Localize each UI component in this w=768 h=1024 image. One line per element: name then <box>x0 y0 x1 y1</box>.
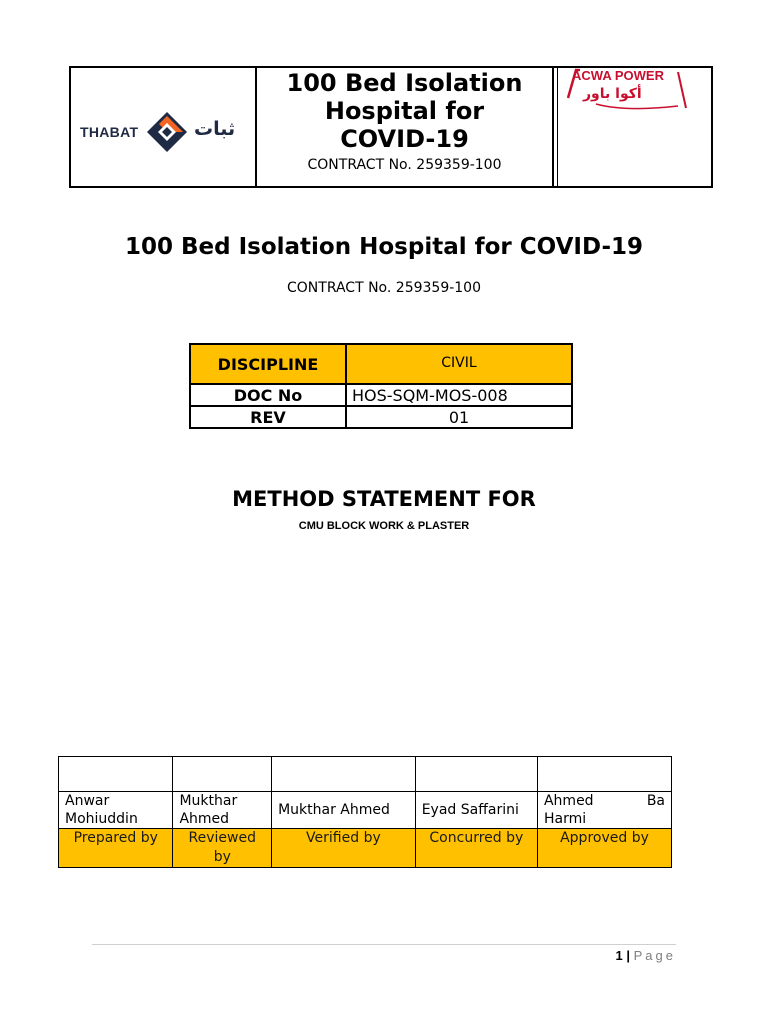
thabat-logo-arabic: ثبات <box>194 118 236 140</box>
document-contract: CONTRACT No. 259359-100 <box>287 280 481 296</box>
signature-cell <box>415 757 537 792</box>
discipline-value: CIVIL <box>346 344 572 384</box>
header-title-cell <box>257 68 554 186</box>
thabat-logo-cell <box>71 68 257 186</box>
docno-value: HOS-SQM-MOS-008 <box>346 384 572 406</box>
verified-name: Mukthar Ahmed <box>272 792 416 829</box>
approved-name <box>537 792 671 829</box>
rev-value: 01 <box>346 406 572 428</box>
discipline-label: DISCIPLINE <box>190 344 346 384</box>
name-line: Anwar <box>65 793 110 809</box>
header-title <box>257 68 552 153</box>
table-row <box>190 384 572 406</box>
prepared-name <box>59 792 173 829</box>
name-line: Mohiuddin <box>65 811 138 827</box>
header-contract: CONTRACT No. 259359-100 <box>307 157 502 173</box>
header-title-line: 100 Bed Isolation <box>286 69 523 97</box>
signature-table <box>58 756 672 868</box>
signature-cell <box>537 757 671 792</box>
method-statement-title: METHOD STATEMENT FOR <box>232 487 536 511</box>
names-row <box>59 792 672 829</box>
name-line <box>544 792 665 810</box>
signature-row <box>59 757 672 792</box>
header-title-line: Hospital for <box>324 97 485 125</box>
page-number: 1 <box>615 948 623 963</box>
header-table <box>69 66 713 188</box>
name-part: Ahmed <box>543 793 594 809</box>
thabat-logo-icon <box>146 111 188 153</box>
page-footer <box>616 948 677 963</box>
signature-cell <box>272 757 416 792</box>
concurred-name: Eyad Saffarini <box>415 792 537 829</box>
role-line: by <box>213 849 231 865</box>
table-row <box>190 344 572 384</box>
name-line: Mukthar <box>179 793 238 809</box>
name-line: Ahmed <box>179 811 230 827</box>
header-title-line: COVID-19 <box>340 125 469 153</box>
table-row <box>190 406 572 428</box>
prepared-role: Prepared by <box>59 829 173 868</box>
acwa-logo-text: ACWA POWER <box>572 68 664 83</box>
role-line: Reviewed <box>188 830 256 846</box>
footer-divider <box>92 944 676 945</box>
acwa-logo-cell <box>558 68 711 186</box>
thabat-logo-text: THABAT <box>80 124 139 140</box>
page-label: Page <box>633 948 676 963</box>
rev-label: REV <box>190 406 346 428</box>
name-part: Ba <box>646 793 665 809</box>
verified-role: Verified by <box>272 829 416 868</box>
roles-row <box>59 829 672 868</box>
page-separator: | <box>626 948 630 963</box>
approved-role: Approved by <box>537 829 671 868</box>
signature-cell <box>173 757 272 792</box>
acwa-logo-arabic: أكوا باور <box>583 86 642 102</box>
signature-cell <box>59 757 173 792</box>
reviewed-name <box>173 792 272 829</box>
docno-label: DOC No <box>190 384 346 406</box>
name-line: Harmi <box>543 811 587 827</box>
document-title: 100 Bed Isolation Hospital for COVID-19 <box>124 234 644 260</box>
concurred-role: Concurred by <box>415 829 537 868</box>
reviewed-role <box>173 829 272 868</box>
method-statement-subtitle: CMU BLOCK WORK & PLASTER <box>298 520 470 532</box>
discipline-table <box>189 343 573 429</box>
